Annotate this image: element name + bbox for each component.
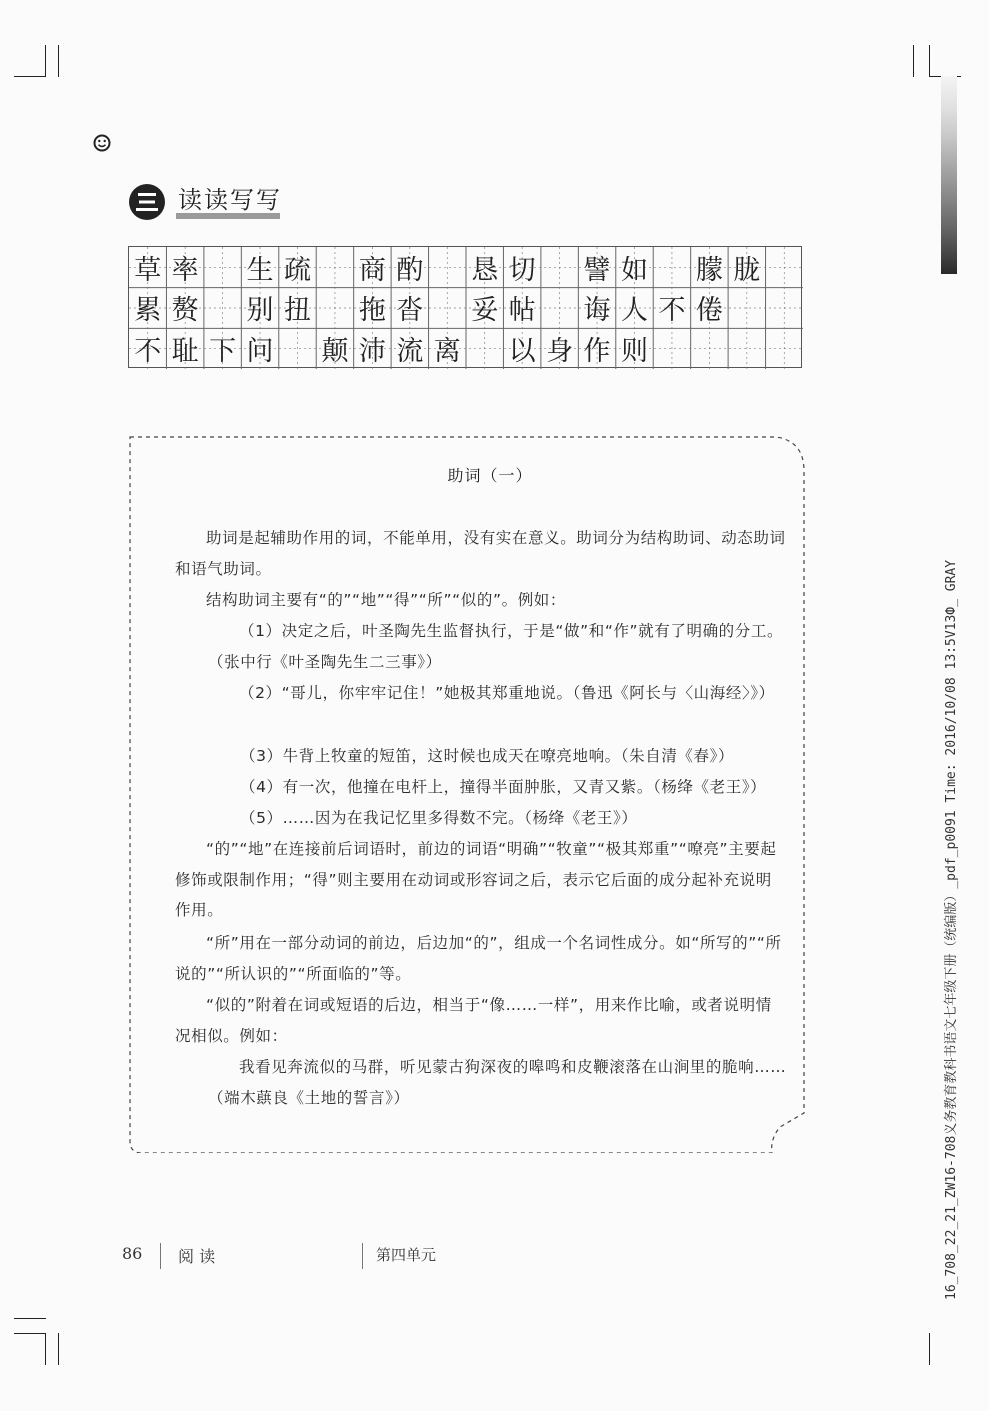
vocab-char: 则: [620, 336, 648, 368]
vocab-char: 流: [396, 336, 424, 368]
vocab-char: 生: [246, 254, 274, 286]
vocab-char: 累: [134, 295, 162, 327]
de-di-paragraph: “的”“地”在连接前后词语时，前边的词语“明确”“牧童”“极其郑重”“嘹亮”主要起修饰或限制作用；“得”则主要用在动词或形容词之后，表示它后面的成分起补充说明作用。: [175, 840, 777, 920]
footer-divider: [160, 1243, 161, 1269]
vocab-char: 问: [246, 336, 274, 368]
footer-section: 阅 读: [178, 1247, 216, 1266]
vocab-char: 别: [246, 295, 274, 327]
footer-unit: 第四单元: [376, 1246, 437, 1264]
crop-mark: [14, 1333, 46, 1334]
crop-mark: [45, 1333, 46, 1365]
vocab-char: 诲: [583, 295, 611, 327]
vocab-char: 拖: [358, 295, 386, 327]
vocab-char: 扭: [283, 295, 311, 327]
vocab-char: 譬: [583, 254, 611, 286]
vocab-char: 离: [433, 336, 461, 368]
example-item: （4）有一次，他撞在电杆上，撞得半面肿胀，又青又紫。（杨绛《老王》）: [240, 778, 767, 796]
vocab-char: 率: [171, 254, 199, 286]
vocab-char: 以: [508, 336, 536, 368]
section-title: 读读写写: [178, 186, 282, 214]
vocab-char: 胧: [733, 254, 761, 286]
vocab-char: 朦: [695, 254, 723, 286]
intro-paragraph: 助词是起辅助作用的词，不能单用，没有实在意义。助词分为结构助词、动态助词和语气助词。: [175, 529, 786, 578]
section-number-icon: [128, 183, 166, 221]
example-item: （2）“哥儿，你牢牢记住！”她极其郑重地说。（鲁迅《阿长与〈山海经〉》）: [239, 684, 775, 702]
gray-scale-strip: [941, 76, 957, 274]
vocab-char: 商: [358, 254, 386, 286]
crop-mark: [58, 1333, 59, 1365]
vocab-char: 如: [620, 254, 648, 286]
structural-paragraph: 结构助词主要有“的”“地”“得”“所”“似的”。例如：: [206, 591, 567, 609]
vocab-char: 作: [583, 336, 611, 368]
vocab-char: 不: [658, 295, 686, 327]
crop-mark: [14, 76, 46, 77]
vocab-char: 颠: [321, 336, 349, 368]
page-number: 86: [122, 1244, 143, 1263]
vocab-char: 酌: [396, 254, 424, 286]
box-title: 助词（一）: [447, 466, 533, 485]
vocab-char: 妥: [471, 295, 499, 327]
vocab-char: 不: [134, 336, 162, 368]
crop-mark: [913, 45, 914, 77]
print-slug: 16_708_22_21_ZW16-708义务教育教科书语文七年级下册（统编版）_pdf_p0091 Time: 2016/10/08 13:5V13Ф_ GRAY: [944, 559, 959, 1300]
footer-divider: [362, 1243, 363, 1269]
vocab-char: 草: [134, 254, 162, 286]
suo-paragraph: “所”用在一部分动词的前边，后边加“的”，组成一个名词性成分。如“所写的”“所说的”“所认识的”“所面临的”等。: [175, 934, 782, 983]
vocab-grid: [128, 246, 802, 368]
vocab-char: 人: [620, 295, 648, 327]
crop-mark: [45, 45, 46, 77]
crop-mark: [58, 45, 59, 77]
vocab-char: 切: [508, 254, 536, 286]
vocab-char: 沛: [358, 336, 386, 368]
vocab-char: 沓: [396, 295, 424, 327]
smiley-icon: [93, 134, 111, 152]
vocab-char: 下: [209, 336, 237, 368]
example-item: （3）牛背上牧童的短笛，这时候也成天在嘹亮地响。（朱自清《春》）: [240, 747, 735, 765]
side-paragraph: “似的”附着在词或短语的后边，相当于“像……一样”，用来作比喻，或者说明情况相似。例如：: [175, 996, 772, 1045]
example-item: （1）决定之后，叶圣陶先生监督执行，于是“做”和“作”就有了明确的分工。（张中行《叶圣陶先生二三事》）: [208, 622, 784, 671]
vocab-char: 身: [546, 336, 574, 368]
vocab-char: 疏: [283, 254, 311, 286]
vocab-char: 倦: [695, 295, 723, 327]
vocab-char: 赘: [171, 295, 199, 327]
vocab-char: 帖: [508, 295, 536, 327]
vocab-char: 恳: [471, 254, 499, 286]
crop-mark: [929, 1333, 930, 1365]
crop-mark: [14, 1318, 46, 1319]
crop-mark: [929, 45, 930, 77]
example-item-last: 我看见奔流似的马群，听见蒙古狗深夜的嗥鸣和皮鞭滚落在山涧里的脆响……（端木蕻良《土地的誓言》）: [208, 1058, 787, 1107]
example-item: （5）……因为在我记忆里多得数不完。（杨绛《老王》）: [240, 809, 638, 827]
vocab-char: 耻: [171, 336, 199, 368]
